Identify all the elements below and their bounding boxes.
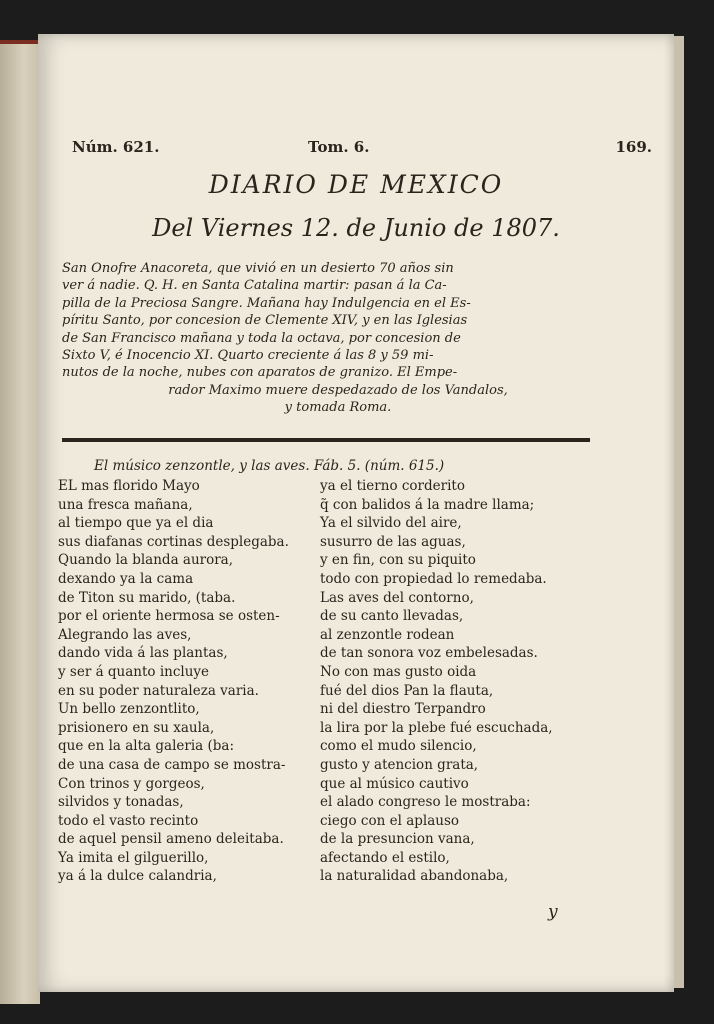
verse-line: Las aves del contorno,: [320, 589, 474, 606]
verse-line: que al músico cautivo: [320, 775, 469, 792]
facing-page-edge: [0, 40, 40, 1004]
verse-line: como el mudo silencio,: [320, 738, 477, 755]
verse-line: No con mas gusto oida: [320, 663, 477, 680]
issue-number: Núm. 621.: [72, 138, 160, 156]
verse-line: de su canto llevadas,: [320, 608, 464, 625]
daily-summary: [62, 260, 614, 417]
verse-line: en su poder naturaleza varia.: [58, 682, 259, 699]
verse-line: Alegrando las aves,: [58, 626, 192, 643]
verse-line: y en fin, con su piquito: [320, 552, 476, 569]
verse-line: ni del diestro Terpandro: [320, 701, 486, 718]
dateline: Del Viernes 12. de Junio de 1807.: [152, 214, 560, 242]
summary-line: rador Maximo muere despedazado de los Vandalos,: [168, 382, 508, 398]
summary-line: Sixto V, é Inocencio XI. Quarto creciente á las 8 y 59 mi-: [62, 348, 434, 364]
verse-line: de Titon su marido, (taba.: [58, 589, 236, 606]
verse-line: que en la alta galeria (ba:: [58, 738, 234, 755]
verse-line: fué del dios Pan la flauta,: [320, 682, 494, 699]
page-number: 169.: [615, 138, 652, 156]
verse-line: q̃ con balidos á la madre llama;: [320, 496, 535, 513]
poem-title: El músico zenzontle, y las aves. Fáb. 5. (núm. 615.): [94, 458, 445, 474]
summary-line: píritu Santo, por concesion de Clemente XIV, y en las Iglesias: [62, 313, 468, 329]
verse-line: susurro de las aguas,: [320, 533, 466, 550]
verse-line: la naturalidad abandonaba,: [320, 868, 509, 885]
verse-line: afectando el estilo,: [320, 849, 450, 866]
poem-right-column: [320, 477, 580, 886]
summary-line: San Onofre Anacoreta, que vivió en un desierto 70 años sin: [62, 261, 454, 276]
verse-line: prisionero en su xaula,: [58, 719, 215, 736]
summary-line: nutos de la noche, nubes con aparatos de granizo. El Empe-: [62, 365, 458, 381]
volume-number: Tom. 6.: [308, 138, 370, 156]
verse-line: la lira por la plebe fué escuchada,: [320, 719, 553, 736]
page-edge: [674, 36, 684, 988]
verse-line: al zenzontle rodean: [320, 626, 455, 643]
verse-line: Ya el silvido del aire,: [320, 515, 462, 532]
verse-line: gusto y atencion grata,: [320, 756, 479, 773]
verse-line: dando vida á las plantas,: [58, 645, 228, 662]
catchword: y: [548, 902, 558, 922]
summary-line: de San Francisco mañana y toda la octava, por concesion de: [62, 330, 461, 346]
verse-line: al tiempo que ya el dia: [58, 515, 214, 532]
verse-line: Ya imita el gilguerillo,: [58, 849, 209, 866]
verse-line: sus diafanas cortinas desplegaba.: [58, 533, 289, 550]
verse-line: ya á la dulce calandria,: [58, 868, 217, 885]
verse-line: todo con propiedad lo remedaba.: [320, 570, 547, 587]
newspaper-page: [38, 34, 674, 992]
verse-line: de aquel pensil ameno deleitaba.: [58, 831, 284, 848]
verse-line: de la presuncion vana,: [320, 831, 475, 848]
summary-line: y tomada Roma.: [284, 400, 392, 416]
verse-line: el alado congreso le mostraba:: [320, 794, 531, 811]
verse-line: dexando ya la cama: [58, 570, 194, 587]
verse-line: por el oriente hermosa se osten-: [58, 608, 280, 625]
verse-line: una fresca mañana,: [58, 496, 193, 513]
verse-line: de tan sonora voz embelesadas.: [320, 645, 538, 662]
verse-line: EL mas florido Mayo: [58, 478, 200, 494]
verse-line: Con trinos y gorgeos,: [58, 775, 205, 792]
poem-left-column: [58, 477, 318, 886]
summary-line: ver á nadie. Q. H. en Santa Catalina martir: pasan á la Ca-: [62, 278, 447, 294]
section-rule: [62, 438, 590, 442]
verse-line: ciego con el aplauso: [320, 812, 460, 829]
summary-line: pilla de la Preciosa Sangre. Mañana hay Indulgencia en el Es-: [62, 295, 471, 311]
verse-line: y ser á quanto incluye: [58, 663, 210, 680]
verse-line: Quando la blanda aurora,: [58, 552, 234, 569]
verse-line: ya el tierno corderito: [320, 478, 465, 494]
verse-line: silvidos y tonadas,: [58, 794, 184, 811]
verse-line: de una casa de campo se mostra-: [58, 756, 286, 773]
verse-line: todo el vasto recinto: [58, 812, 199, 829]
masthead-title: DIARIO DE MEXICO: [208, 170, 504, 199]
verse-line: Un bello zenzontlito,: [58, 701, 200, 718]
